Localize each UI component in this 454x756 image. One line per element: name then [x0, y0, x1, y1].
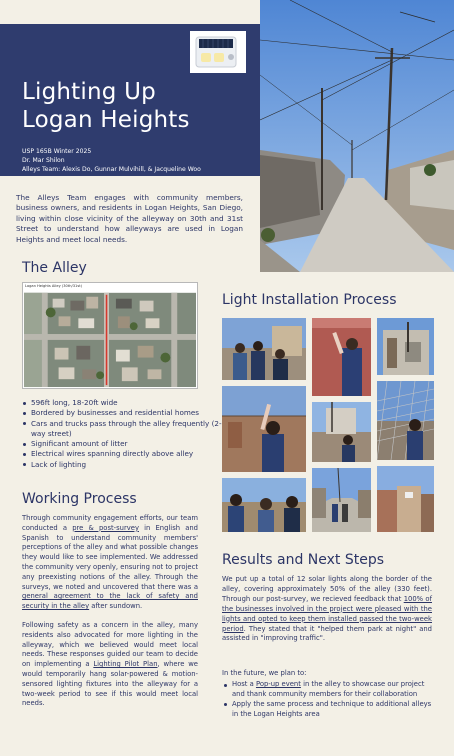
list-item: Host a Pop-up event in the alley to showcase our project and thank community members for their collaboration — [222, 680, 434, 700]
list-item: Significant amount of litter — [22, 439, 222, 449]
business-feedback-text: 100% of the businesses involved in the project were pleased with the lights and opted to keep them installed passed the two-week period — [222, 594, 432, 633]
results-heading: Results and Next Steps — [222, 552, 385, 568]
safety-agreement-text: general agreement to the lack of safety and security in the alley — [22, 592, 198, 611]
page-title — [22, 78, 254, 134]
instructor-label: Dr. Mar Shilon — [22, 157, 65, 164]
list-item: 596ft long, 18-20ft wide — [22, 398, 222, 408]
title-line-1: Lighting Up — [22, 79, 156, 105]
working-paragraph-1: Through community engagement efforts, our team conducted a pre & post-survey in English and Spanish to understand community members' perceptions of the alley and what possible changes they would like to see implemented. We addressed the community very openly, ensuring not to project any preexisting notions of the alley. Through the surveys, we noted and uncovered that there was a general agreement to the lack of safety and security in the alley after sundown. — [22, 514, 198, 611]
header-meta — [22, 147, 258, 174]
working-paragraph-2: Following safety as a concern in the alley, many residents also advocated for more lighting in the alleyway, which we believed would meet local needs. These responses guided our team to decide on implementing a Lighting Pilot Plan, where we would temporarily hang solar-powered & motion-sensored lighting fixtures into the alleyway for a two-week period to see if this would meet local needs. — [22, 620, 198, 708]
title-line-2: Logan Heights — [22, 107, 190, 133]
course-label: USP 165B Winter 2025 — [22, 148, 92, 155]
working-process-heading: Working Process — [22, 491, 137, 507]
installation-photo-2 — [312, 318, 371, 396]
map-title: Logan Heights Alley (30th/31st) — [25, 284, 82, 288]
list-item: Apply the same process and technique to additional alleys in the Logan Heights area — [222, 700, 434, 720]
installation-photo-3 — [377, 318, 434, 375]
future-intro: In the future, we plan to: — [222, 669, 307, 677]
installation-photo-4 — [222, 386, 306, 472]
team-label: Alleys Team: Alexis Do, Gunnar Mulvihill, & Jacqueline Woo — [22, 166, 201, 173]
solar-light-image — [190, 31, 246, 73]
alley-photo — [260, 0, 454, 272]
installation-photo-7 — [222, 478, 306, 532]
pilot-plan-text: Lighting Pilot Plan — [93, 660, 158, 669]
survey-link-text: pre & post-survey — [72, 523, 139, 532]
header-banner — [0, 24, 260, 176]
installation-photo-5 — [312, 402, 371, 462]
future-plans-list — [222, 680, 434, 720]
installation-photo-8 — [312, 468, 371, 532]
list-item: Electrical wires spanning directly above alley — [22, 449, 222, 459]
list-item: Cars and trucks pass through the alley frequently (2-way street) — [22, 419, 222, 440]
alley-facts-list — [22, 398, 222, 470]
alley-heading: The Alley — [22, 260, 87, 276]
working-process-text — [22, 514, 198, 709]
installation-photo-1 — [222, 318, 306, 380]
alley-map — [22, 282, 198, 389]
results-paragraph: We put up a total of 12 solar lights along the border of the alley, covering approximately 50% of the alley (330 feet). Through our post-survey, we recieved feedback that 100% of the businesses involved in the project were pleased with the lights and opted to keep them installed passed the two-week period. They stated that it "helped them park at night" and assisted in "improving traffic". — [222, 575, 432, 643]
pop-up-event-text: Pop-up event — [255, 680, 301, 688]
list-item: Bordered by businesses and residential homes — [22, 408, 222, 418]
list-item: Lack of lighting — [22, 460, 222, 470]
intro-paragraph: The Alleys Team engages with community members, business owners, and residents in Logan Heights, San Diego, living within close vicinity of the alleyway on 30th and 31st Street to understand how alleyways are used in Logan Heights and meet local needs. — [16, 193, 243, 244]
installation-photo-6 — [377, 381, 434, 460]
installation-photo-9 — [377, 466, 434, 532]
light-installation-heading: Light Installation Process — [222, 292, 397, 308]
